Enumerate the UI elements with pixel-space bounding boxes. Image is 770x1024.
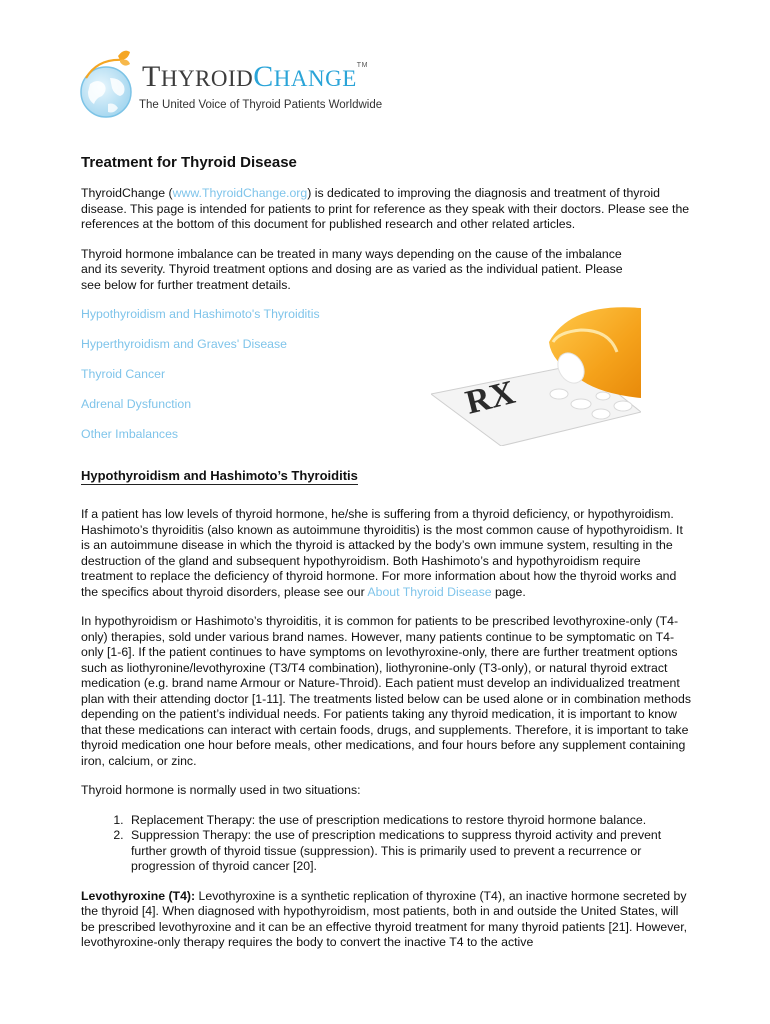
page-title: Treatment for Thyroid Disease xyxy=(81,154,297,171)
logo-tagline: The United Voice of Thyroid Patients Worldwide xyxy=(139,99,383,111)
logo-c: C xyxy=(253,60,274,93)
pill-bottle-rx-icon xyxy=(431,302,641,446)
website-link[interactable]: www.ThyroidChange.org xyxy=(172,186,308,200)
toc-link-hyperthyroidism[interactable]: Hyperthyroidism and Graves' Disease xyxy=(81,337,288,351)
rx-label: RX xyxy=(461,373,519,422)
intro-text-after: ) is dedicated to improving the diagnosis and treatment of thyroid disease. This page is intended for patients to print for reference as they speak with their doctors. Please see the references at the bottom of this document for published research and other related articles. xyxy=(81,186,690,231)
intro-paragraph-2: Thyroid hormone imbalance can be treated in many ways depending on the cause of the imbalance and its severity. Thyroid treatment options and dosing are as varied as the individual patient. Please see below for further treatment details. xyxy=(81,246,623,292)
logo-t: T xyxy=(142,60,161,93)
section1-paragraph-3: Thyroid hormone is normally used in two situations: xyxy=(81,783,361,797)
levothyroxine-text: Levothyroxine is a synthetic replication of thyroxine (T4), an inactive hormone secreted by the thyroid [4]. When diagnosed with hypothyroidism, most patients, both in and outside the United States, will be prescribed levothyroxine and it can be an effective thyroid treatment for many thyroid patients [21]. However, levothyroxine-only therapy requires the body to convert the inactive T4 to the active xyxy=(81,888,688,949)
toc-link-hypothyroidism[interactable]: Hypothyroidism and Hashimoto's Thyroiditis xyxy=(81,307,320,321)
logo-trademark: TM xyxy=(356,62,368,69)
section1-text-before: If a patient has low levels of thyroid hormone, he/she is suffering from a thyroid deficiency, or hypothyroidism. Hashimoto’s thyroiditis (also known as autoimmune thyroiditis) is the most common cause of hypothyroidism. It is an autoimmune disease in which the thyroid is attacked by the body’s own immune system, resulting in the destruction of the gland and subsequent hypothyroidism. Both Hashimoto’s and hypothyroidism require treatment to replace the deficiency of thyroid hormone. For more information about how the thyroid works and the specifics about thyroid disorders, please see our xyxy=(81,507,683,599)
list-item: 2. Suppression Therapy: the use of prescription medications to suppress thyroid activity and prevent further growth of thyroid tissue (suppression). This is primarily used to prevent a recurrence or progression of thyroid cancer [20]. xyxy=(127,828,691,875)
therapy-list xyxy=(81,813,691,875)
intro-text-before: ThyroidChange ( xyxy=(81,186,173,200)
list-item: 1. Replacement Therapy: the use of prescription medications to restore thyroid hormone balance. xyxy=(127,813,691,829)
section1-paragraph-1 xyxy=(81,507,691,600)
intro-paragraph-1 xyxy=(81,186,691,233)
section1-paragraph-4 xyxy=(81,889,691,951)
main-content xyxy=(81,152,691,965)
logo-wordmark xyxy=(142,62,368,92)
thyroidchange-logo[interactable] xyxy=(78,48,398,124)
toc-link-adrenal-dysfunction[interactable]: Adrenal Dysfunction xyxy=(81,397,192,411)
logo-hyroid: HYROID xyxy=(160,66,254,91)
logo-hange: HANGE xyxy=(273,66,357,91)
about-thyroid-disease-link[interactable]: About Thyroid Disease xyxy=(367,584,492,599)
toc-link-thyroid-cancer[interactable]: Thyroid Cancer xyxy=(81,367,166,381)
section-heading-hypothyroidism: Hypothyroidism and Hashimoto’s Thyroiditis xyxy=(81,468,358,483)
levothyroxine-label: Levothyroxine (T4): xyxy=(81,888,196,903)
section1-paragraph-2: In hypothyroidism or Hashimoto’s thyroiditis, it is common for patients to be prescribed levothyroxine-only (T4-only) therapies, sold under various brand names. However, many patients continue to be symptomatic on T4-only [1-6]. If the patient continues to have symptoms on levothyroxine-only, there are further treatment options such as liothyronine/levothyroxine (T3/T4 combination), liothyronine-only (T3-only), or natural thyroid extract medication (e.g. brand name Armour or Nature-Throid). Each patient must develop an individualized treatment plan with their attending doctor [1-11]. The treatments listed below can be used alone or in combination methods depending on the patient’s individual needs. For patients taking any thyroid medication, it is important to know that these medications can interact with certain foods, drugs, and supplements. Therefore, it is important to take thyroid medication one hour before meals, other medications, and four hours before any supplement containing iron, calcium, or zinc. xyxy=(81,614,691,768)
section1-text-after: page. xyxy=(491,584,526,599)
table-of-contents xyxy=(81,307,691,467)
globe-butterfly-icon xyxy=(78,48,140,124)
toc-link-other-imbalances[interactable]: Other Imbalances xyxy=(81,427,179,441)
